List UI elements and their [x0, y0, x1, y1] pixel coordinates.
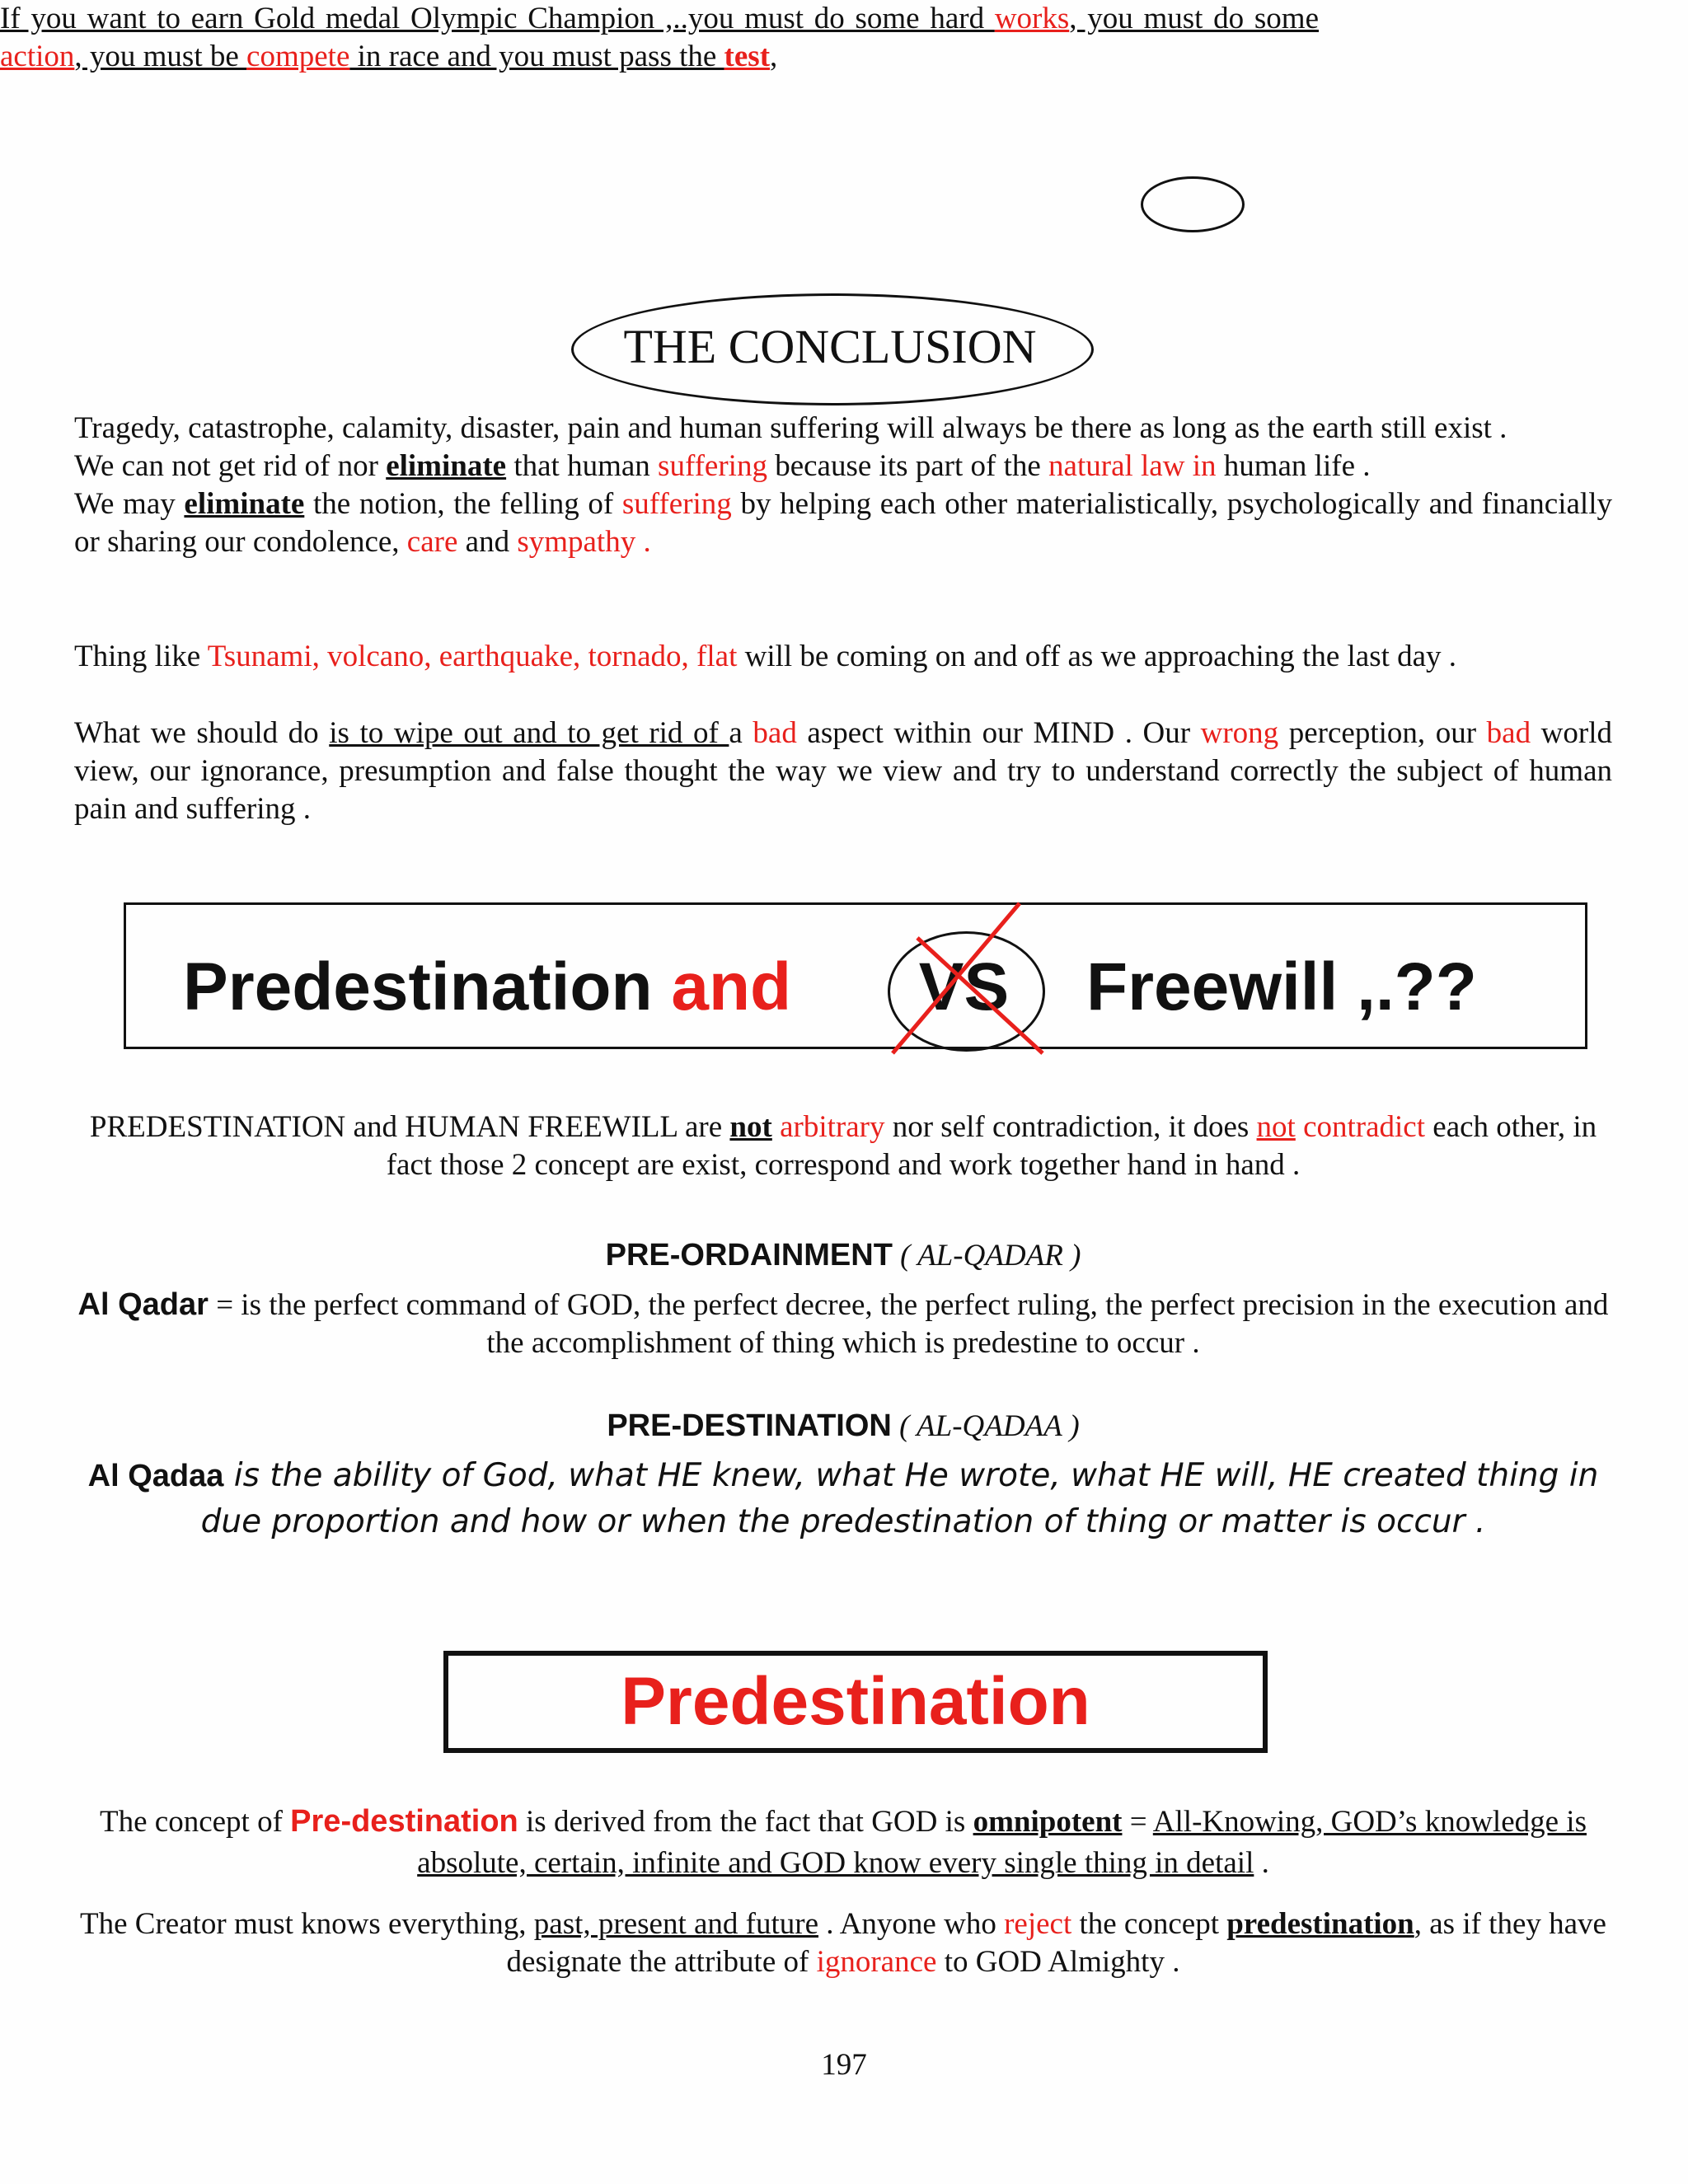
conclusion-heading: THE CONCLUSION [623, 320, 1037, 373]
definition-text: = is the perfect command of GOD, the perfect decree, the perfect ruling, the perfect precision in the execution and the accomplishment of thing which is predestine to occur . [208, 1288, 1609, 1360]
al-qadar-paren: ( AL-QADAR ) [892, 1239, 1081, 1272]
red-cross-out-icon [886, 900, 1051, 1057]
sympathy-term: sympathy . [517, 525, 651, 559]
preordainment-heading [74, 1236, 1612, 1275]
predestination-subtitle: PRE-DESTINATION [607, 1408, 892, 1443]
underlined-phrase: is to wipe out and to get rid of [329, 716, 729, 750]
eliminate-term: eliminate [386, 449, 507, 483]
text: that human [506, 449, 659, 483]
text: the notion, the felling of [304, 487, 622, 521]
text: = [1122, 1805, 1153, 1839]
intro-text: in race and you must pass the [349, 40, 724, 73]
banner-predestination: Predestination [183, 949, 672, 1024]
al-qadaa-term: Al Qadaa [87, 1459, 224, 1493]
intro-text: , you must do some [1069, 2, 1319, 35]
paragraph-line: Tragedy, catastrophe, calamity, disaster, pain and human suffering will always be there as long as the earth still exist . [74, 411, 1507, 445]
text: a [729, 716, 753, 750]
reject-term: reject [1004, 1907, 1072, 1941]
banner-left-text [183, 946, 791, 1029]
al-qadaa-definition [74, 1453, 1612, 1545]
intro-paragraph [0, 0, 1319, 76]
arbitrary-term: arbitrary [780, 1110, 885, 1144]
predestination-freewill-paragraph [74, 1108, 1612, 1184]
text: What we should do [74, 716, 330, 750]
text: each other, in fact those 2 concept are exist, correspond and work together hand in hand . [386, 1110, 1597, 1182]
paragraph-line [74, 448, 1612, 485]
text: human life . [1216, 449, 1371, 483]
text: the concept [1071, 1907, 1227, 1941]
text: to GOD Almighty . [936, 1945, 1180, 1979]
text: is derived from the fact that GOD is [518, 1805, 973, 1839]
intro-text: , you must be [74, 40, 247, 73]
conclusion-paragraph [74, 410, 1612, 561]
text: The concept of [100, 1805, 291, 1839]
concept-paragraph [74, 1801, 1612, 1884]
predestination-term: predestination [1226, 1907, 1414, 1941]
suffering-term: suffering [621, 487, 732, 521]
text: perception, our [1278, 716, 1487, 750]
text: will be coming on and off as we approaching the last day . [737, 640, 1457, 673]
banner-vs: VS [918, 949, 1010, 1024]
definition-text: is the ability of God, what HE knew, what He wrote, what HE will, HE created thing in due proportion and how or when the predestination of thing or matter is occur . [200, 1457, 1599, 1540]
text: aspect within our MIND . Our [796, 716, 1201, 750]
intro-text: , [770, 40, 778, 73]
text: . [1254, 1846, 1269, 1880]
preordainment-title: PRE-ORDAINMENT [605, 1238, 893, 1272]
text: by helping each other materialistically, psychologically and financially or sharing our condolence, [74, 487, 1612, 559]
disasters-paragraph [74, 638, 1612, 676]
banner-freewill: Freewill ,.?? [1086, 949, 1477, 1024]
text: , as if they have designate the attribute of [506, 1907, 1606, 1979]
al-qadaa-paren: ( AL-QADAA ) [891, 1409, 1080, 1443]
test-circle-mark [1141, 176, 1245, 232]
bad-term: bad [753, 716, 797, 750]
al-qadar-definition [74, 1286, 1612, 1362]
text: and [457, 525, 518, 559]
banner-and: and [671, 949, 792, 1024]
creator-paragraph [74, 1905, 1612, 1981]
text: world view, our ignorance, presumption and false thought the way we view and try to understand correctly the subject of human pain and suffering . [74, 716, 1612, 826]
not-term: not [1256, 1110, 1296, 1144]
not-term: not [729, 1110, 772, 1144]
omnipotent-term: omnipotent [973, 1805, 1123, 1839]
text: We may [74, 487, 185, 521]
text [1296, 1110, 1303, 1144]
eliminate-term: eliminate [184, 487, 305, 521]
intro-works: works [994, 2, 1070, 35]
predestination-title: Predestination [621, 1664, 1090, 1739]
text: Thing like [74, 640, 208, 673]
intro-compete: compete [246, 40, 350, 73]
intro-action: action [0, 40, 75, 73]
suffering-term: suffering [658, 449, 767, 483]
predestination-heading [74, 1407, 1612, 1446]
bad-term: bad [1486, 716, 1531, 750]
disasters-list: Tsunami, volcano, earthquake, tornado, flat [207, 640, 738, 673]
mind-paragraph [74, 715, 1612, 828]
text: The Creator must knows everything, [80, 1907, 534, 1941]
ignorance-term: ignorance [816, 1945, 937, 1979]
contradict-term: contradict [1303, 1110, 1426, 1144]
paragraph-line [74, 485, 1612, 561]
al-qadar-term: Al Qadar [77, 1287, 209, 1322]
text: We can not get rid of nor [74, 449, 387, 483]
text: . Anyone who [818, 1907, 1005, 1941]
pre-destination-term: Pre-destination [290, 1804, 518, 1839]
natural-law-term: natural law in [1048, 449, 1217, 483]
care-term: care [406, 525, 458, 559]
text: PREDESTINATION and HUMAN FREEWILL are [89, 1110, 730, 1144]
wrong-term: wrong [1200, 716, 1279, 750]
text [772, 1110, 780, 1144]
text: nor self contradiction, it does [884, 1110, 1257, 1144]
all-knowing-phrase: All-Knowing, GOD’s knowledge is absolute, certain, infinite and GOD know every single thing in detail [417, 1805, 1587, 1880]
intro-test: test [724, 40, 771, 73]
intro-text: If you want to earn Gold medal Olympic Champion ,..you must do some hard [0, 2, 995, 35]
text: because its part of the [767, 449, 1049, 483]
page-number: 197 [821, 2048, 867, 2082]
past-present-future: past, present and future [533, 1907, 818, 1941]
